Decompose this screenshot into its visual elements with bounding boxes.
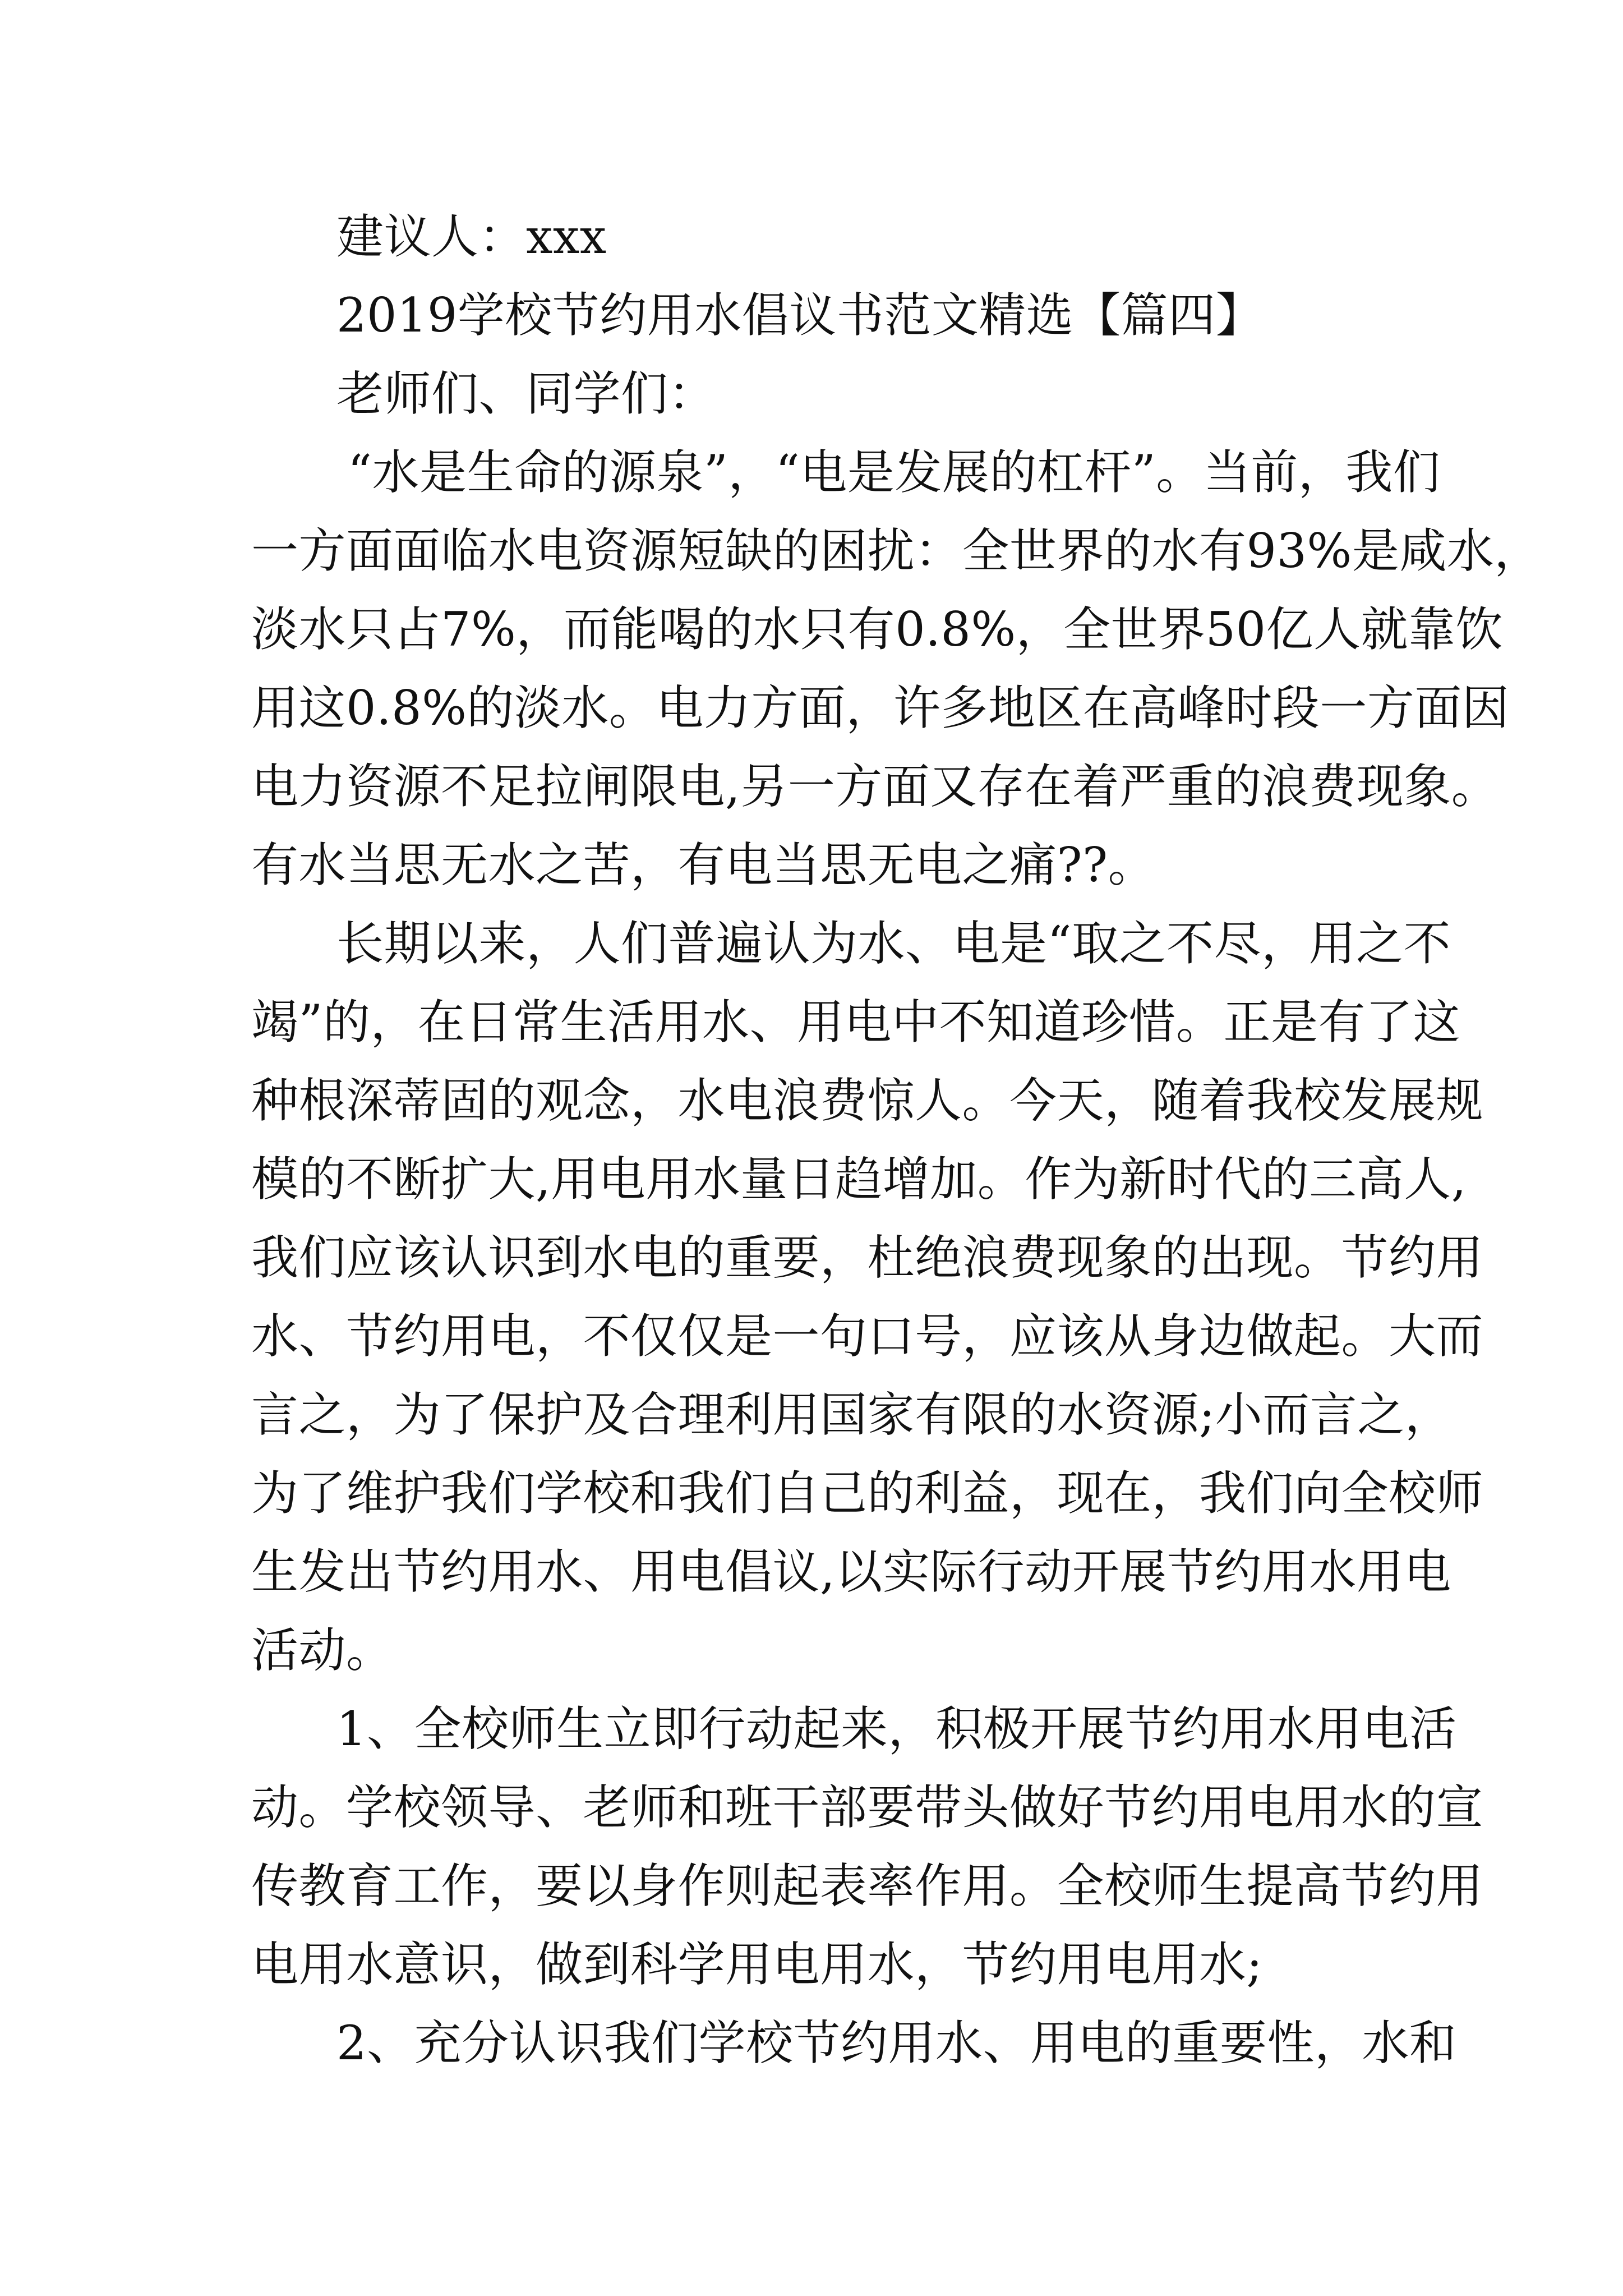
paragraph-line: 一方面面临水电资源短缺的困扰：全世界的水有93%是咸水，	[251, 523, 1542, 578]
salutation: 老师们、同学们：	[336, 366, 716, 421]
paragraph-line: 电用水意识，做到科学用电用水，节约用电用水;	[251, 1937, 1263, 1992]
paragraph-line: 竭”的，在日常生活用水、用电中不知道珍惜。正是有了这	[251, 995, 1460, 1050]
paragraph-line: 淡水只占7%，而能喝的水只有0.8%，全世界50亿人就靠饮	[251, 602, 1504, 657]
paragraph-line: 水、节约用电，不仅仅是一句口号，应该从身边做起。大而	[251, 1309, 1484, 1364]
paragraph-line: 传教育工作，要以身作则起表率作用。全校师生提高节约用	[251, 1858, 1484, 1913]
paragraph-line: 2、充分认识我们学校节约用水、用电的重要性，水和	[336, 2016, 1457, 2070]
paragraph-line: 言之，为了保护及合理利用国家有限的水资源;小而言之，	[251, 1387, 1453, 1442]
section-title: 2019学校节约用水倡议书范文精选【篇四】	[336, 288, 1264, 343]
paragraph-line: 活动。	[251, 1623, 394, 1678]
paragraph-line: 模的不断扩大,用电用水量日趋增加。作为新时代的三高人,	[251, 1152, 1467, 1207]
paragraph-line: 1、全校师生立即行动起来，积极开展节约用水用电活	[336, 1701, 1457, 1756]
paragraph-line: 有水当思无水之苦，有电当思无电之痛??。	[251, 838, 1156, 892]
paragraph-line: 长期以来，人们普遍认为水、电是“取之不尽，用之不	[336, 916, 1451, 971]
paragraph-line: 动。学校领导、老师和班干部要带头做好节约用电用水的宣	[251, 1780, 1484, 1835]
paragraph-line: 为了维护我们学校和我们自己的利益，现在，我们向全校师	[251, 1466, 1484, 1521]
paragraph-line: “水是生命的源泉”，“电是发展的杠杆”。当前，我们	[348, 445, 1441, 500]
paragraph-line: 种根深蒂固的观念，水电浪费惊人。今天，随着我校发展规	[251, 1073, 1484, 1128]
paragraph-line: 生发出节约用水、用电倡议,以实际行动开展节约用水用电	[251, 1544, 1451, 1599]
paragraph-line: 用这0.8%的淡水。电力方面，许多地区在高峰时段一方面因	[251, 680, 1510, 735]
paragraph-line: 电力资源不足拉闸限电,另一方面又存在着严重的浪费现象。	[251, 759, 1499, 814]
paragraph-line: 我们应该认识到水电的重要，杜绝浪费现象的出现。节约用	[251, 1230, 1484, 1285]
signature-line: 建议人：xxx	[336, 209, 607, 264]
